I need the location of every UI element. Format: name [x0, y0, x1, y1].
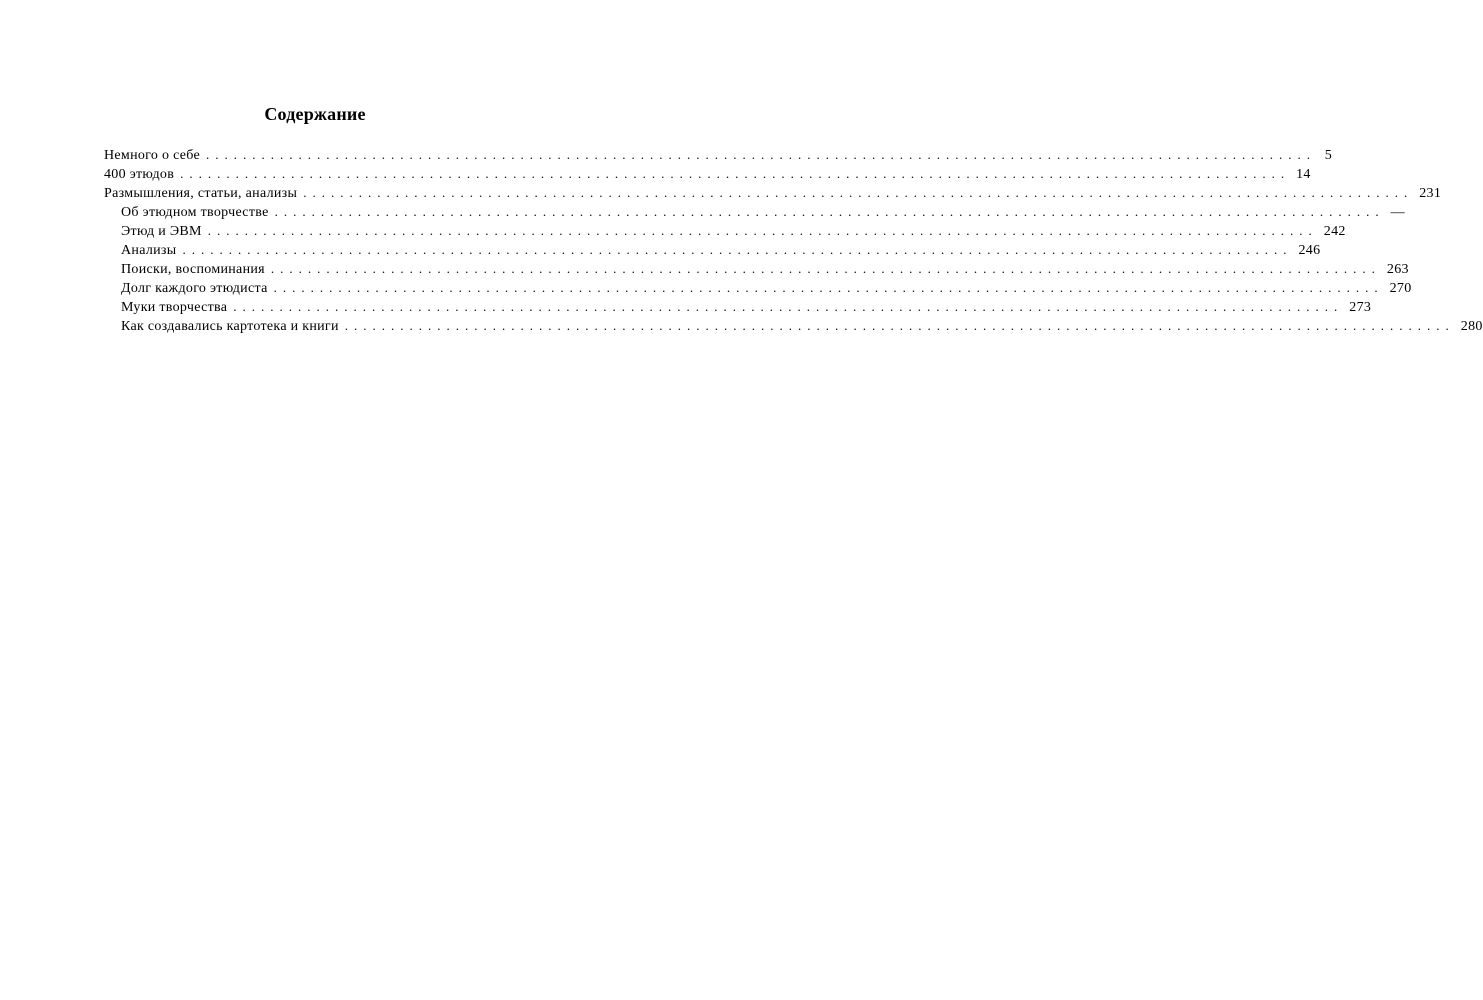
toc-entry-label: Размышления, статьи, анализы [104, 186, 298, 201]
toc-entry-page: 242 [1323, 224, 1346, 239]
toc-subentry [104, 278, 1412, 297]
toc-entry [104, 183, 1442, 202]
toc-entry-label: 400 этюдов [104, 167, 175, 182]
toc-entry-page: 246 [1298, 243, 1321, 258]
toc-leader-dots: ........................................................................................................................ [303, 185, 1414, 200]
toc-leader-dots: ........................................................................................................................ [270, 261, 1381, 276]
toc-entry-label: Долг каждого этюдиста [121, 281, 268, 296]
toc-subentry [104, 259, 1409, 278]
toc-entry [104, 164, 1311, 183]
toc-entry [104, 145, 1333, 164]
toc-entry-label: Этюд и ЭВМ [121, 224, 202, 239]
toc-leader-dots: ........................................................................................................................ [180, 166, 1291, 181]
toc-entry-page: 280 [1460, 319, 1483, 334]
toc-subentry [104, 221, 1346, 240]
toc-entry-label: Об этюдном творчестве [121, 205, 269, 220]
toc-entry-label: Анализы [121, 243, 177, 258]
table-of-contents [104, 145, 1483, 335]
toc-entry-page: 273 [1349, 300, 1372, 315]
toc-leader-dots: ........................................................................................................................ [273, 280, 1384, 295]
toc-leader-dots: ........................................................................................................................ [207, 223, 1318, 238]
toc-entry-page: — [1390, 205, 1405, 220]
toc-entry-page: 263 [1386, 262, 1409, 277]
toc-entry-page: 5 [1324, 148, 1333, 163]
toc-leader-dots: ........................................................................................................................ [182, 242, 1293, 257]
toc-leader-dots: ........................................................................................................................ [274, 204, 1385, 219]
toc-subentry [104, 297, 1372, 316]
toc-entry-page: 231 [1419, 186, 1442, 201]
toc-leader-dots: ........................................................................................................................ [344, 318, 1455, 333]
toc-entry-page: 14 [1296, 167, 1311, 182]
toc-entry-label: Как создавались картотека и книги [121, 319, 339, 334]
toc-subentry [104, 202, 1405, 221]
toc-leader-dots: ........................................................................................................................ [206, 147, 1317, 162]
toc-subentry [104, 316, 1483, 335]
toc-entry-label: Поиски, воспоминания [121, 262, 265, 277]
toc-entry-label: Муки творчества [121, 300, 228, 315]
toc-entry-label: Немного о себе [104, 148, 201, 163]
page-title: Содержание [264, 104, 366, 124]
toc-leader-dots: ........................................................................................................................ [233, 299, 1344, 314]
toc-entry-page: 270 [1389, 281, 1412, 296]
toc-subentry [104, 240, 1321, 259]
